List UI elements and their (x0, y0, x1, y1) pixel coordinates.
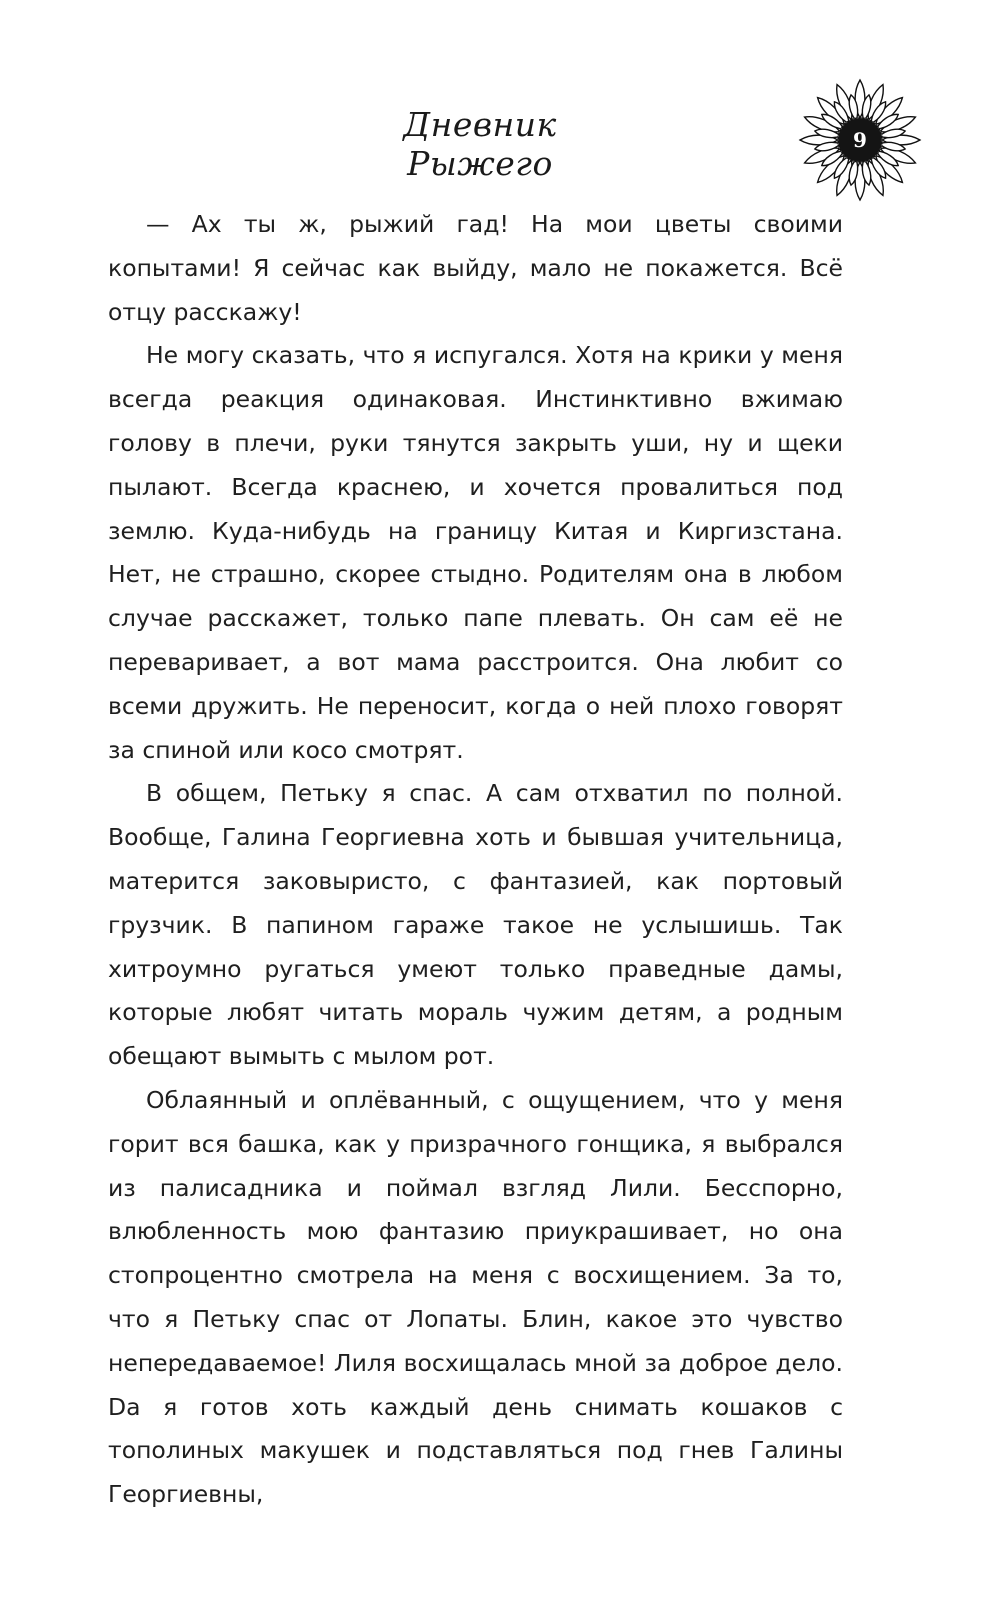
paragraph: В общем, Петьку я спас. А сам отхватил по полной. Вообще, Галина Георгиевна хоть и бывшая учительница, матерится заковыристо, с фантазией, как портовый грузчик. В папином гараже такое не услышишь. Так хитроумно ругаться умеют только праведные дамы, которые любят читать мораль чужим детям, а родным обещают вымыть с мылом рот. (108, 779, 843, 1071)
paragraph: Не могу сказать, что я испугался. Хотя на крики у меня всегда реакция одинаковая. Инстинктивно вжимаю голову в плечи, руки тянутся закрыть уши, ну и щеки пылают. Всегда краснею, и хочется провалиться под землю. Куда-нибудь на границу Китая и Киргизстана. Нет, не страшно, скорее стыдно. Родителям она в любом случае расскажет, только папе плевать. Он сам её не переваривает, а вот мама расстроится. Она любит со всеми дружить. Не переносит, когда о ней плохо говорят за спиной или косо смотрят. (108, 341, 843, 764)
running-title: Дневник Рыжего (403, 105, 557, 183)
paragraph: Облаянный и оплёванный, с ощущением, что у меня горит вся башка, как у призрачного гонщика, я выбрался из палисадника и поймал взгляд Лили. Бесспорно, влюбленность мою фантазию приукрашивает, но она стопроцентно смотрела на меня с восхищением. За то, что я Петьку спас от Лопаты. Блин, какое это чувство непередаваемое! Лиля восхищалась мной за доброе дело. Da я готов хоть каждый день снимать кошаков с тополиных макушек и подставляться под гнев Галины Георгиевны, (108, 1085, 843, 1509)
text-body (108, 203, 843, 1517)
paragraph: — Ах ты ж, рыжий гад! На мои цветы своими копытами! Я сейчас как выйду, мало не покажется. Всё отцу расскажу! (108, 210, 843, 326)
page-number: 9 (853, 128, 867, 152)
